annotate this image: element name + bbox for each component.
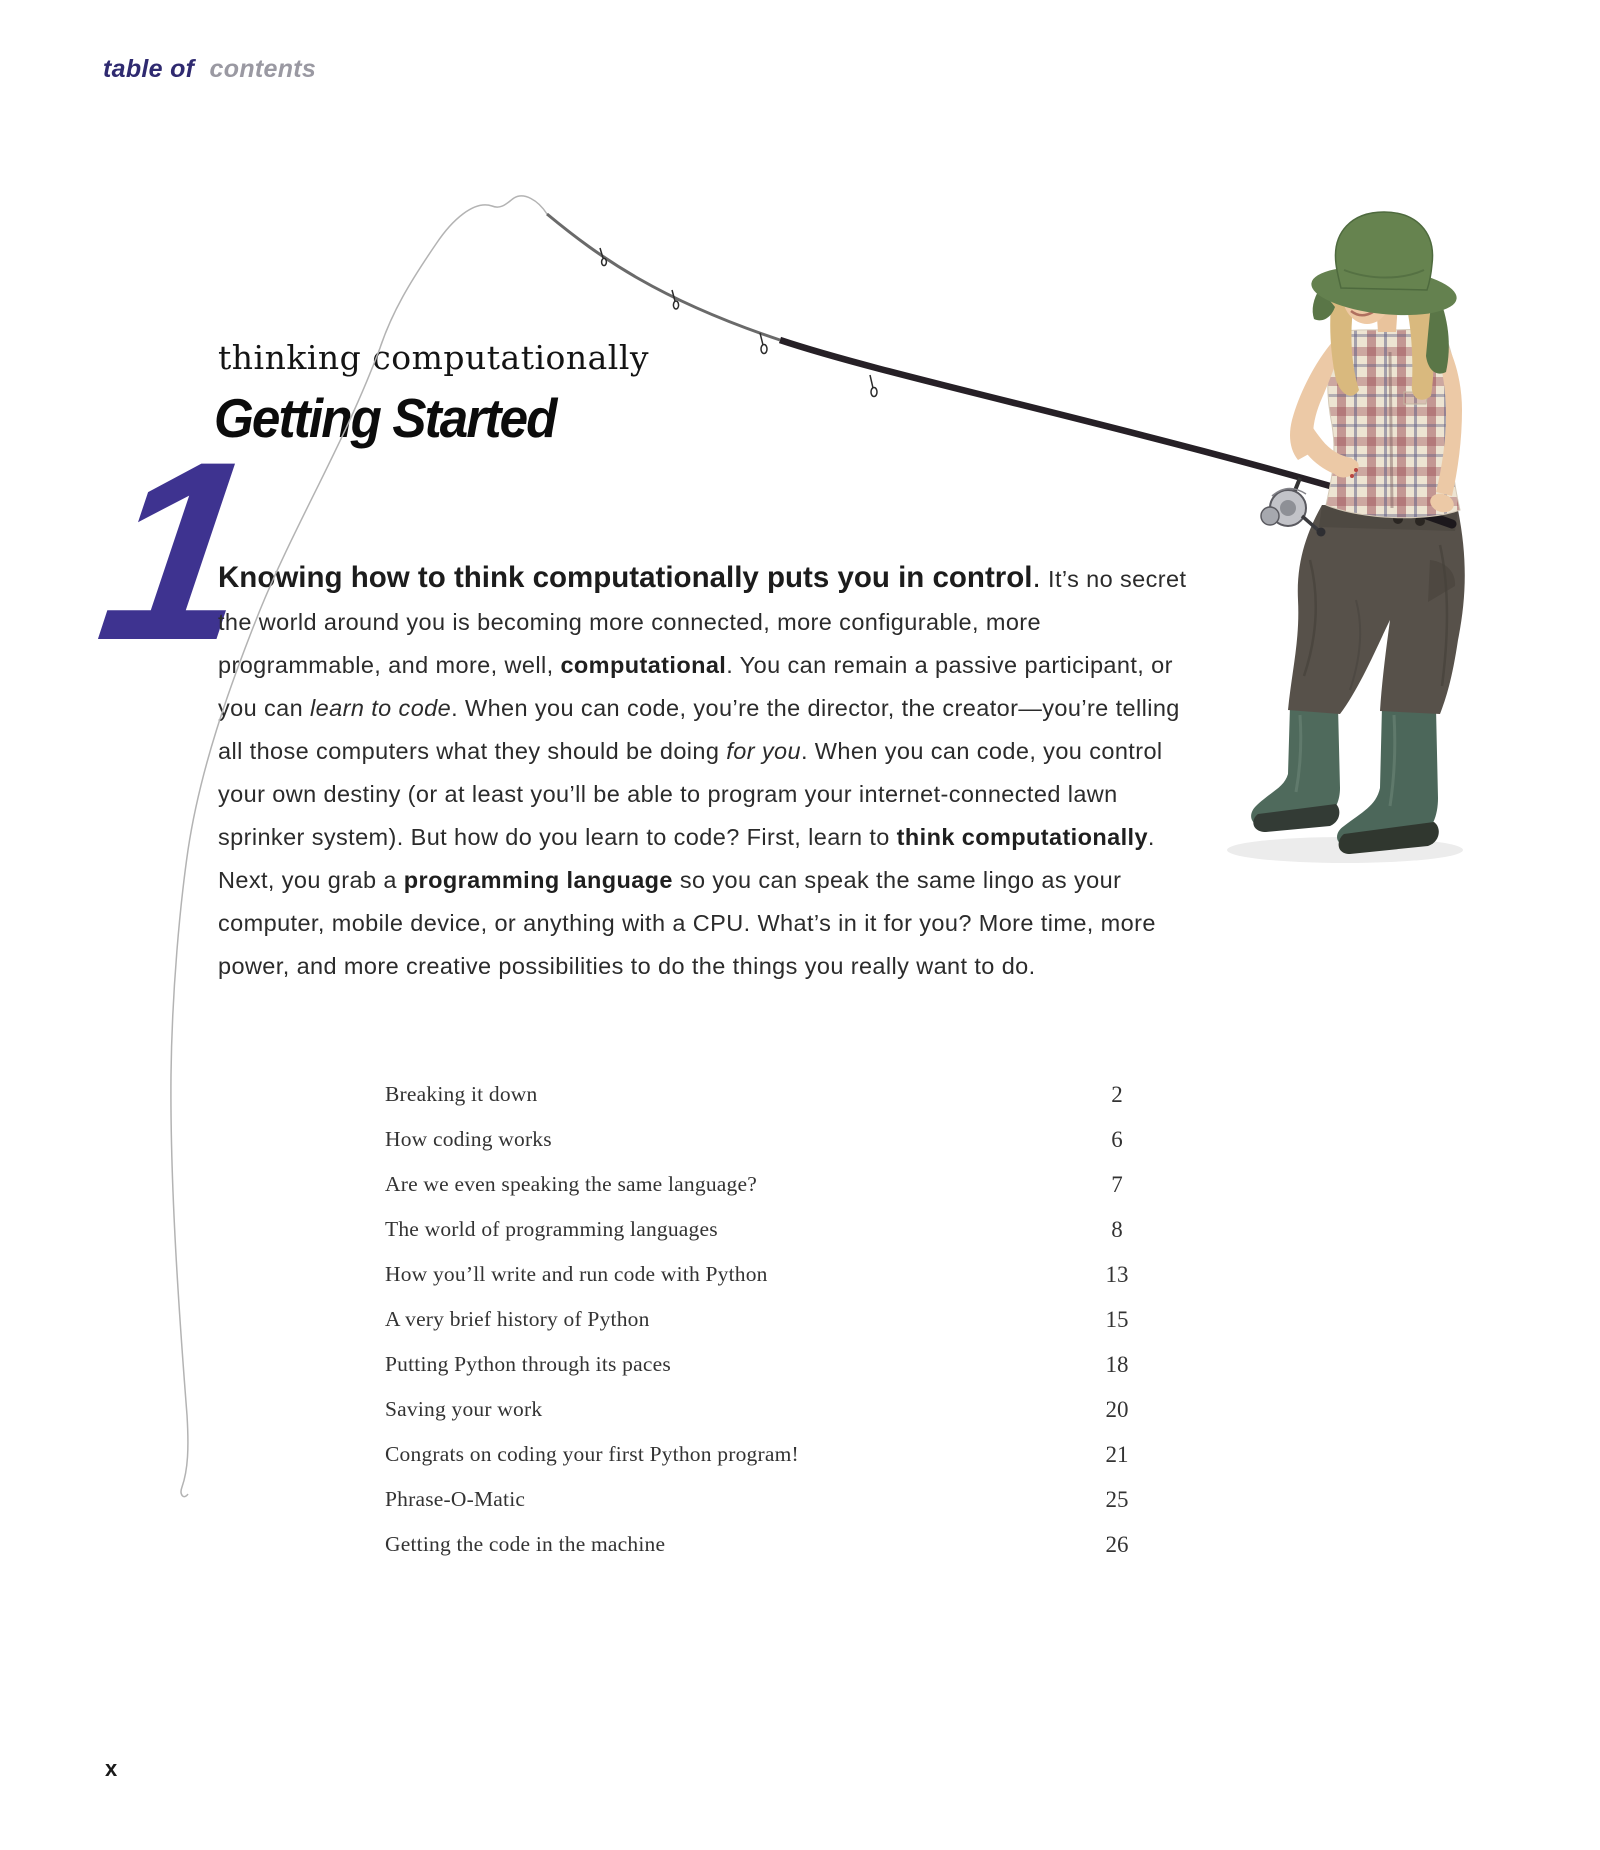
bucket-hat xyxy=(1309,212,1459,374)
hair-fringe xyxy=(1340,263,1398,290)
toc-entry xyxy=(385,1342,1133,1387)
toc-entry-title: Getting the code in the machine xyxy=(385,1532,666,1556)
toc-entry-page: 13 xyxy=(1105,1262,1129,1287)
intro-bold-programming-language: programming language xyxy=(403,867,673,893)
intro-italic-learn-to-code: learn to code xyxy=(310,695,452,721)
running-head xyxy=(103,55,316,84)
intro-text: . When you can code, you control your own destiny (or at least you’ll be able to program your internet-connected lawn sprinker system). But how do you learn to code? First, learn to xyxy=(218,738,1163,850)
toc-entry-title: A very brief history of Python xyxy=(385,1307,650,1331)
toc-list xyxy=(385,1072,1133,1567)
toc-entry xyxy=(385,1477,1133,1522)
lead-period: . xyxy=(1032,561,1042,594)
toc-entry-title: Putting Python through its paces xyxy=(385,1352,671,1376)
intro-text: so you can speak the same lingo as your computer, mobile device, or anything with a CPU. What’s in it for you? More time, more power, and more creative possibilities to do the things you really want to do. xyxy=(218,867,1156,979)
toc-entry xyxy=(385,1432,1133,1477)
toc-entry-title: Phrase-O-Matic xyxy=(385,1487,526,1511)
toc-entry-title: How coding works xyxy=(385,1127,552,1151)
hair xyxy=(1330,268,1359,396)
arms xyxy=(1290,340,1462,515)
toc-entry-page: 6 xyxy=(1111,1127,1123,1152)
toc-entry-page: 21 xyxy=(1105,1442,1129,1467)
intro-text: . When you can code, you’re the director, the creator—you’re telling all those computers what they should be doing xyxy=(218,695,1180,764)
toc-entry-page: 26 xyxy=(1105,1532,1129,1557)
toc-entry-title: The world of programming languages xyxy=(385,1217,718,1241)
toc-entry-title: Are we even speaking the same language? xyxy=(385,1172,757,1196)
intro-italic-for-you: for you xyxy=(726,738,801,764)
intro-bold-think-computationally: think computationally xyxy=(896,824,1148,850)
intro-text: It’s no secret the world around you is becoming more connected, more configurable, more programmable, and more, well, xyxy=(218,566,1187,678)
toc-entry xyxy=(385,1162,1133,1207)
page-number: x xyxy=(105,1756,118,1781)
chapter-number: 1 xyxy=(86,409,268,694)
toc-entry-page: 7 xyxy=(1111,1172,1123,1197)
toc-entry-page: 25 xyxy=(1105,1487,1129,1512)
toc-entry-title: How you’ll write and run code with Python xyxy=(385,1262,768,1286)
toc-entry-page: 8 xyxy=(1111,1217,1123,1242)
chapter-title: Getting Started xyxy=(214,387,556,449)
rubber-boots xyxy=(1251,706,1439,854)
toc-entry xyxy=(385,1117,1133,1162)
chapter-kicker: thinking computationally xyxy=(218,338,650,377)
hair xyxy=(1396,268,1434,400)
toc-entry xyxy=(385,1387,1133,1432)
toc-entry-page: 18 xyxy=(1105,1352,1129,1377)
face xyxy=(1342,262,1392,324)
toc-entry-page: 15 xyxy=(1105,1307,1129,1332)
intro-paragraph xyxy=(218,556,1198,988)
fishing-rod xyxy=(547,214,1452,524)
toc-entry-title: Breaking it down xyxy=(385,1082,538,1106)
toc-entry xyxy=(385,1522,1133,1567)
toc-entry xyxy=(385,1072,1133,1117)
toc-entry xyxy=(385,1207,1133,1252)
plaid-shirt xyxy=(1326,329,1460,517)
intro-text: . Next, you grab a xyxy=(218,824,1155,893)
ground-shadow xyxy=(1227,837,1463,863)
toc-entry-page: 20 xyxy=(1105,1397,1129,1422)
fishing-reel xyxy=(1261,478,1326,537)
running-head-section: contents xyxy=(209,55,317,83)
toc-entry-title: Saving your work xyxy=(385,1397,543,1421)
toc-entry-title: Congrats on coding your first Python program! xyxy=(385,1442,799,1466)
waders-pants xyxy=(1288,505,1465,714)
running-head-prefix: table of xyxy=(103,55,195,83)
toc-entry-page: 2 xyxy=(1111,1082,1123,1107)
toc-entry xyxy=(385,1252,1133,1297)
toc-entry xyxy=(385,1297,1133,1342)
lead-sentence: Knowing how to think computationally puts you in control xyxy=(218,561,1033,594)
head xyxy=(1330,262,1433,400)
intro-bold-computational: computational xyxy=(560,652,727,678)
intro-text: . You can remain a passive participant, or you can xyxy=(218,652,1173,721)
